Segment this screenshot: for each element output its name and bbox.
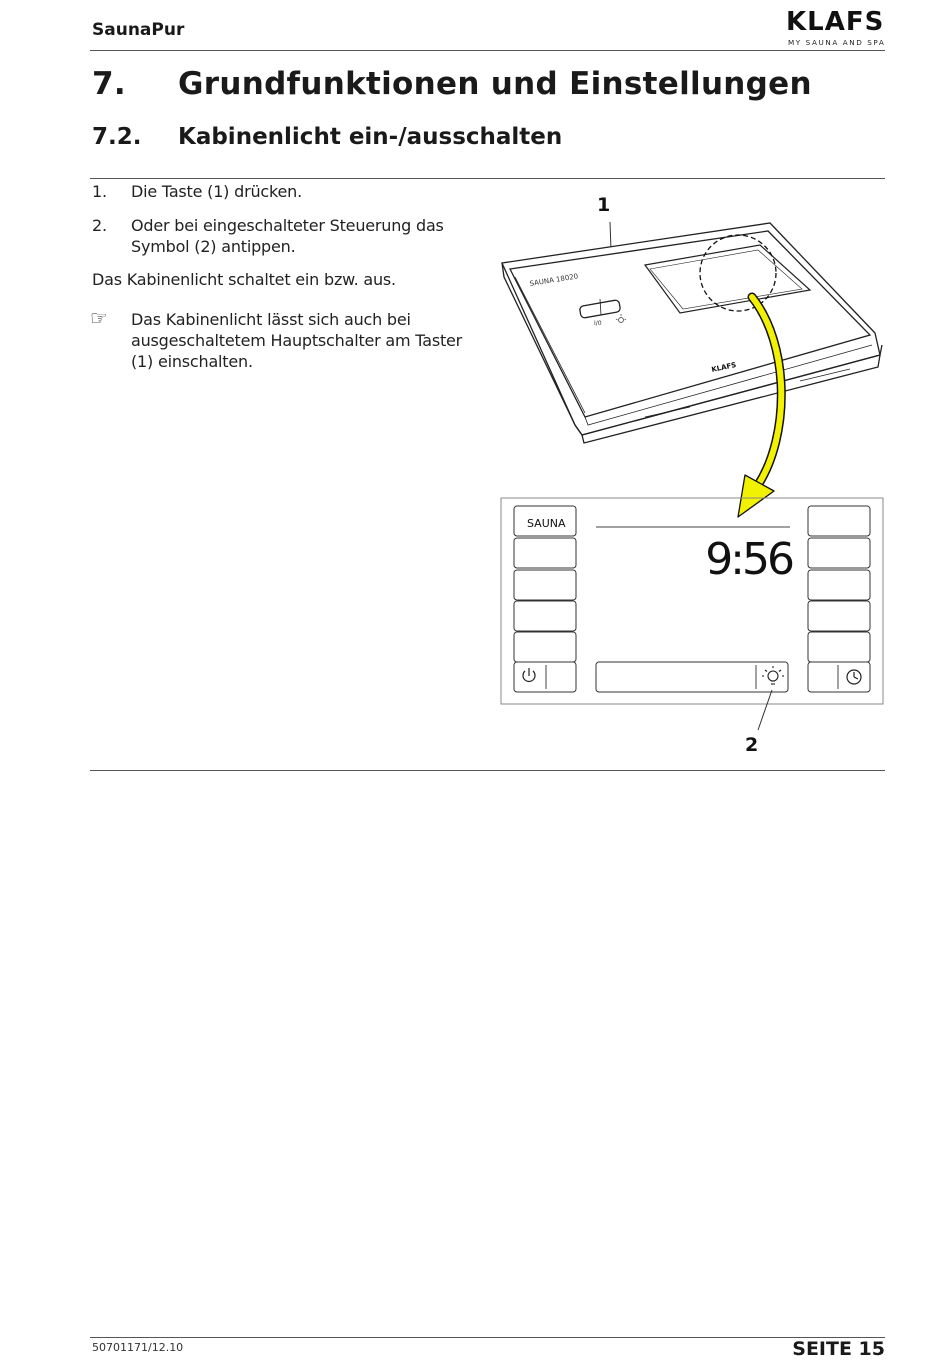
callout-2-leader: [758, 690, 772, 730]
right-button-4[interactable]: [808, 601, 870, 631]
callout-1: 1: [597, 194, 611, 216]
logo-wordmark: [786, 7, 884, 37]
device-brand-label: KLAFS: [710, 360, 738, 374]
header-rule: [90, 50, 885, 51]
logo-tagline: MY SAUNA AND SPA: [788, 38, 886, 47]
subsection-title: Kabinenlicht ein-/ausschalten: [178, 124, 563, 150]
section-number: 7.: [92, 66, 126, 102]
control-unit-figure: [490, 185, 890, 765]
device-model-label: SAUNA 18020: [529, 272, 579, 288]
power-icon: [523, 668, 535, 681]
time-readout: 9:56: [705, 534, 792, 585]
pointing-hand-icon: ☞: [90, 306, 108, 330]
step-2-number: 2.: [92, 216, 107, 235]
right-button-5[interactable]: [808, 632, 870, 662]
subsection-number: 7.2.: [92, 124, 142, 150]
callout-2: 2: [745, 734, 759, 756]
header-product-name: SaunaPur: [92, 20, 185, 40]
switch-label: I/0: [594, 320, 602, 327]
klafs-logo: [786, 4, 886, 48]
step-1-text: Die Taste (1) drücken.: [131, 182, 302, 201]
mode-button-label: SAUNA: [527, 517, 566, 530]
step-1-number: 1.: [92, 182, 107, 201]
left-button-5[interactable]: [514, 632, 576, 662]
light-bar[interactable]: [596, 662, 788, 692]
light-bulb-icon: [762, 666, 784, 684]
document-code: 50701171/12.10: [92, 1341, 184, 1354]
step-2-text: Oder bei eingeschalteter Steuerung das Symbol (2) antippen.: [131, 216, 444, 256]
logo-text: KLAFS: [786, 7, 885, 37]
right-button-1[interactable]: [808, 506, 870, 536]
section-bottom-rule: [90, 770, 885, 771]
right-button-2[interactable]: [808, 538, 870, 568]
section-top-rule: [90, 178, 885, 179]
page-number: SEITE 15: [792, 1338, 885, 1360]
left-button-3[interactable]: [514, 570, 576, 600]
section-title: Grundfunktionen und Einstellungen: [178, 66, 812, 102]
note-text: Das Kabinenlicht lässt sich auch bei ausgeschaltetem Hauptschalter am Taster (1) einschalten.: [131, 310, 463, 371]
control-unit-device: [502, 223, 882, 443]
section-heading: [92, 66, 812, 102]
right-button-3[interactable]: [808, 570, 870, 600]
left-button-2[interactable]: [514, 538, 576, 568]
left-button-4[interactable]: [514, 601, 576, 631]
subsection-heading: [92, 124, 562, 150]
clock-icon: [847, 670, 861, 684]
result-text: Das Kabinenlicht schaltet ein bzw. aus.: [92, 270, 396, 289]
footer-rule: [90, 1337, 885, 1338]
